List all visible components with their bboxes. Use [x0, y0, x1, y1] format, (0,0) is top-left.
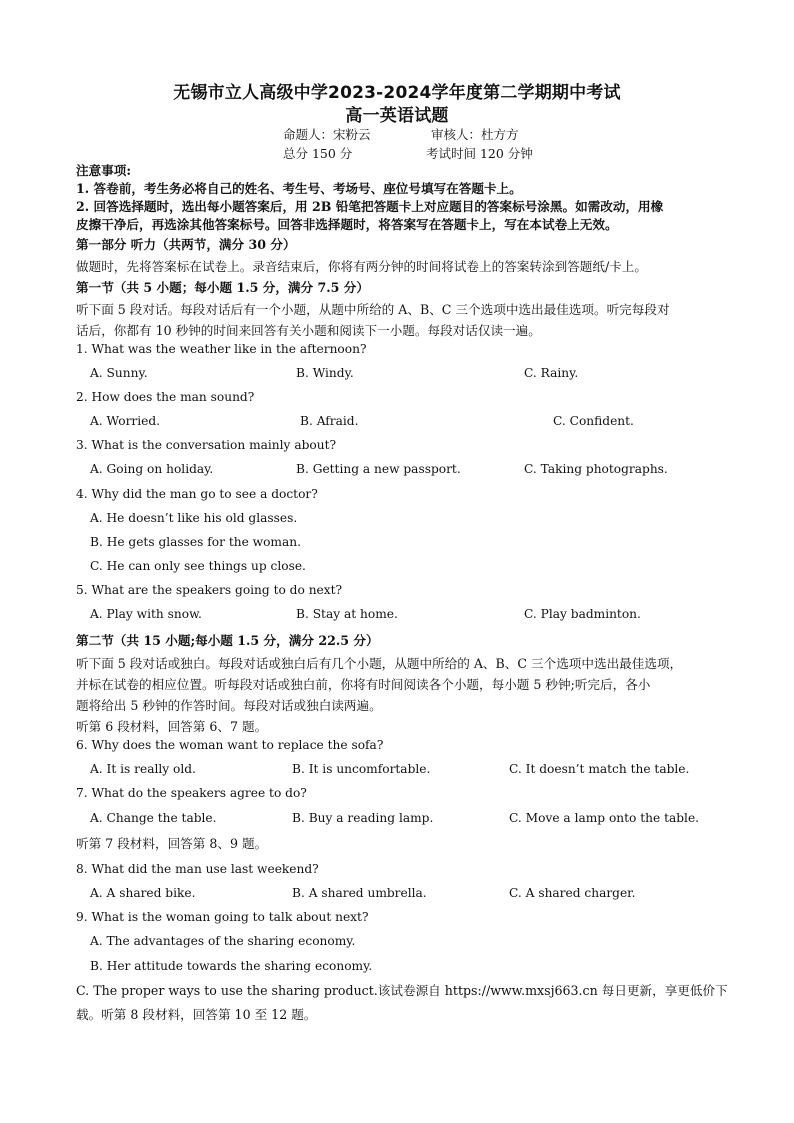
- question-8-option-a: A. A shared bike.: [90, 886, 196, 900]
- note-item-1: 1. 答卷前，考生务必将自己的姓名、考生号、考场号、座位号填写在答题卡上。: [76, 181, 522, 196]
- question-2-stem: 2. How does the man sound?: [76, 390, 255, 404]
- question-6-option-c: C. It doesn’t match the table.: [509, 762, 690, 776]
- question-7-option-c: C. Move a lamp onto the table.: [509, 811, 700, 825]
- question-8-option-b: B. A shared umbrella.: [292, 886, 427, 900]
- question-1-option-c: C. Rainy.: [524, 366, 579, 380]
- reviewer-label: 审核人：杜方方: [431, 127, 519, 142]
- question-3-option-c: C. Taking photographs.: [524, 462, 668, 476]
- question-9-option-c-line-2: 载。听第 8 段材料，回答第 10 至 12 题。: [76, 1007, 317, 1022]
- exam-subtitle: 高一英语试题: [345, 106, 449, 126]
- question-5-option-b: B. Stay at home.: [296, 607, 398, 621]
- question-2-option-c: C. Confident.: [553, 414, 634, 428]
- question-6-stem: 6. Why does the woman want to replace the sofa?: [76, 738, 384, 752]
- question-4-option-c: C. He can only see things up close.: [90, 559, 306, 573]
- section2-instruction-line-3: 题将给出 5 秒钟的作答时间。每段对话或独白读两遍。: [76, 698, 382, 713]
- total-score: 总分 150 分: [283, 146, 353, 161]
- exam-title: 无锡市立人高级中学2023-2024学年度第二学期期中考试: [173, 83, 621, 103]
- question-1-stem: 1. What was the weather like in the afternoon?: [76, 342, 367, 356]
- question-5-option-a: A. Play with snow.: [90, 607, 202, 621]
- question-8-option-c: C. A shared charger.: [509, 886, 636, 900]
- section2-instruction-line-2: 并标在试卷的相应位置。听每段对话或独白前，你将有时间阅读各个小题，每小题 5 秒钟;听完后，各小: [76, 677, 651, 692]
- question-2-option-a: A. Worried.: [90, 414, 161, 428]
- question-4-option-b: B. He gets glasses for the woman.: [90, 535, 301, 549]
- note-item-2-line-1: 2. 回答选择题时，选出每小题答案后，用 2B 铅笔把答题卡上对应题目的答案标号涂黑。如需改动，用橡: [76, 199, 664, 214]
- material-7-heading: 听第 7 段材料，回答第 8、9 题。: [76, 836, 268, 851]
- question-3-stem: 3. What is the conversation mainly about?: [76, 438, 337, 452]
- material-6-heading: 听第 6 段材料，回答第 6、7 题。: [76, 719, 268, 734]
- question-5-stem: 5. What are the speakers going to do next?: [76, 583, 343, 597]
- question-3-option-a: A. Going on holiday.: [90, 462, 214, 476]
- question-5-option-c: C. Play badminton.: [524, 607, 641, 621]
- question-3-option-b: B. Getting a new passport.: [296, 462, 461, 476]
- question-6-option-b: B. It is uncomfortable.: [292, 762, 431, 776]
- part1-heading: 第一部分 听力（共两节，满分 30 分）: [76, 237, 296, 252]
- section2-instruction-line-1: 听下面 5 段对话或独白。每段对话或独白后有几个小题，从题中所给的 A、B、C 三个选项中选出最佳选项，: [76, 656, 683, 671]
- question-1-option-b: B. Windy.: [296, 366, 354, 380]
- section1-heading: 第一节（共 5 小题；每小题 1.5 分，满分 7.5 分）: [76, 280, 369, 295]
- exam-time: 考试时间 120 分钟: [426, 146, 533, 161]
- question-9-option-c-line-1: C. The proper ways to use the sharing product.该试卷源自 https://www.mxsj663.cn 每日更新，享更低价下: [76, 983, 728, 998]
- question-6-option-a: A. It is really old.: [90, 762, 196, 776]
- question-4-option-a: A. He doesn’t like his old glasses.: [90, 511, 298, 525]
- notes-heading: 注意事项:: [76, 163, 132, 178]
- question-9-option-b: B. Her attitude towards the sharing economy.: [90, 959, 373, 973]
- question-4-stem: 4. Why did the man go to see a doctor?: [76, 487, 318, 501]
- section1-instruction-line-2: 话后，你都有 10 秒钟的时间来回答有关小题和阅读下一小题。每段对话仅读一遍。: [76, 323, 541, 338]
- section2-heading: 第二节（共 15 小题;每小题 1.5 分，满分 22.5 分）: [76, 633, 379, 648]
- question-7-stem: 7. What do the speakers agree to do?: [76, 786, 307, 800]
- question-1-option-a: A. Sunny.: [90, 366, 148, 380]
- setter-label: 命题人：宋粉云: [283, 127, 371, 142]
- question-7-option-a: A. Change the table.: [90, 811, 217, 825]
- note-item-2-line-2: 皮擦干净后，再选涂其他答案标号。回答非选择题时，将答案写在答题卡上，写在本试卷上无效。: [76, 217, 618, 232]
- question-2-option-b: B. Afraid.: [300, 414, 359, 428]
- section1-instruction-line-1: 听下面 5 段对话。每段对话后有一个小题，从题中所给的 A、B、C 三个选项中选出最佳选项。听完每段对: [76, 302, 670, 317]
- question-8-stem: 8. What did the man use last weekend?: [76, 862, 319, 876]
- part1-instruction: 做题时，先将答案标在试卷上。录音结束后，你将有两分钟的时间将试卷上的答案转涂到答题纸/卡上。: [76, 259, 647, 274]
- question-9-option-a: A. The advantages of the sharing economy.: [90, 934, 356, 948]
- question-9-stem: 9. What is the woman going to talk about next?: [76, 910, 369, 924]
- question-7-option-b: B. Buy a reading lamp.: [292, 811, 434, 825]
